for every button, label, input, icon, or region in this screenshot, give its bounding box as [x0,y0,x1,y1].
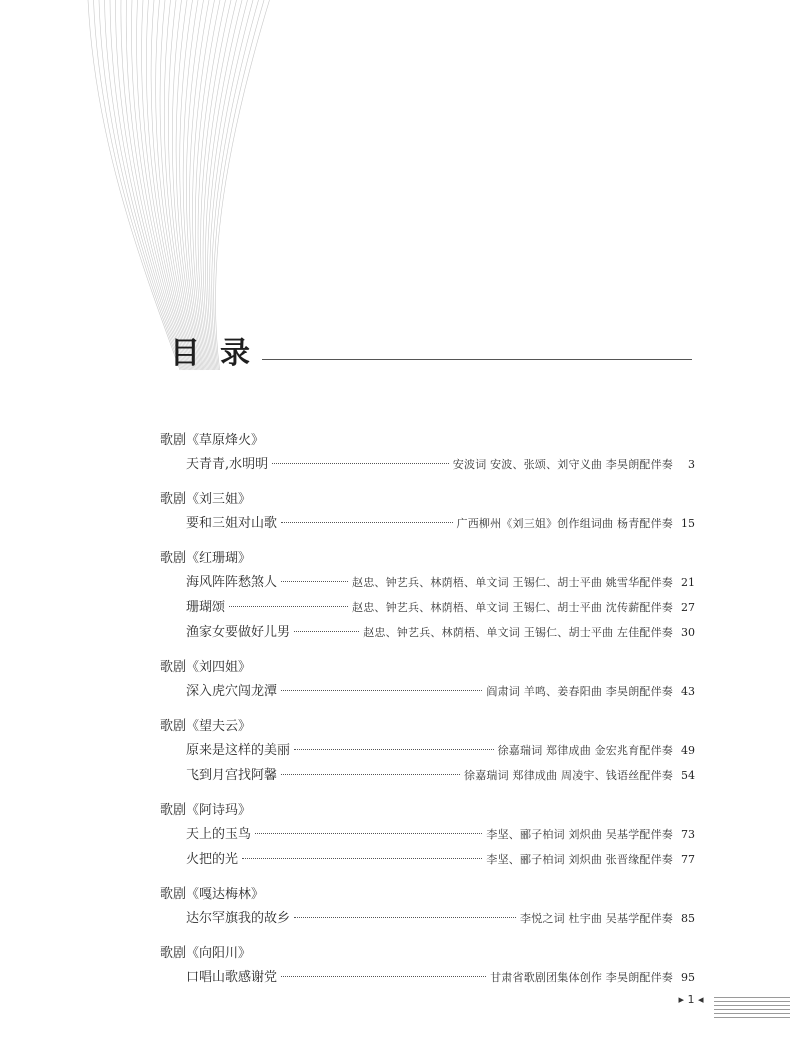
toc-entry[interactable] [160,906,695,931]
decorative-curve [212,0,259,370]
entry-title: 飞到月宫找阿馨 [186,768,278,783]
toc-section [160,800,695,872]
entry-credits: 徐嘉瑞词 郑律成曲 周凌宇、钱语丝配伴奏 [464,769,673,782]
dot-leader [294,917,516,918]
section-heading: 歌剧《红珊瑚》 [160,551,252,566]
page-number: ▸ 1 ◂ [678,993,704,1006]
section-heading: 歌剧《草原烽火》 [160,433,265,448]
toc-entry[interactable] [160,763,695,788]
decorative-curve [198,0,225,370]
entry-page-number: 30 [681,626,695,639]
table-of-contents [160,430,695,1002]
decorative-curve [203,0,236,370]
toc-entry[interactable] [160,847,695,872]
toc-entry[interactable] [160,570,695,595]
dot-leader [242,858,482,859]
toc-section [160,548,695,645]
entry-credits: 甘肃省歌剧团集体创作 李昊朗配伴奏 [490,971,673,984]
entry-title: 火把的光 [186,852,239,867]
entry-credits: 阎肃词 羊鸣、姜春阳曲 李昊朗配伴奏 [486,685,673,698]
toc-entry[interactable] [160,679,695,704]
toc-section [160,430,695,477]
toc-entry[interactable] [160,738,695,763]
entry-page-number: 49 [681,744,695,757]
entry-title: 口唱山歌感谢党 [186,970,278,985]
dot-leader [281,976,486,977]
entry-credits: 李坚、郦子柏词 刘炽曲 吴基学配伴奏 [486,828,673,841]
toc-heading [170,328,692,371]
entry-page-number: 21 [681,576,695,589]
toc-entry[interactable] [160,965,695,990]
section-heading: 歌剧《阿诗玛》 [160,803,252,818]
toc-section [160,657,695,704]
entry-title: 要和三姐对山歌 [186,516,278,531]
title-rule [262,359,692,360]
entry-credits: 赵忠、钟艺兵、林荫梧、单文词 王锡仁、胡士平曲 沈传薪配伴奏 [352,601,673,614]
entry-title: 渔家女要做好儿男 [186,625,291,640]
entry-page-number: 43 [681,685,695,698]
entry-page-number: 73 [681,828,695,841]
dot-leader [281,690,482,691]
section-heading: 歌剧《刘三姐》 [160,492,252,507]
entry-credits: 赵忠、钟艺兵、林荫梧、单文词 王锡仁、胡士平曲 左佳配伴奏 [363,626,673,639]
entry-page-number: 54 [681,769,695,782]
page-number-value: 1 [687,993,695,1006]
footer-lines [714,997,790,1021]
decorative-curve [210,0,253,370]
section-heading: 歌剧《望夫云》 [160,719,252,734]
entry-page-number: 15 [681,517,695,530]
entry-credits: 徐嘉瑞词 郑律成曲 金宏兆育配伴奏 [497,744,673,757]
entry-page-number: 27 [681,601,695,614]
entry-title: 海风阵阵愁煞人 [186,575,278,590]
entry-page-number: 3 [688,458,695,471]
toc-entry[interactable] [160,511,695,536]
entry-title: 深入虎穴闯龙潭 [186,684,278,699]
entry-credits: 安波词 安波、张颂、刘守义曲 李昊朗配伴奏 [452,458,673,471]
dot-leader [281,581,348,582]
dot-leader [294,631,359,632]
toc-section [160,716,695,788]
dot-leader [229,606,348,607]
toc-section [160,489,695,536]
decorative-curves [0,0,330,380]
decorative-curve [151,0,194,370]
section-heading: 歌剧《嘎达梅林》 [160,887,265,902]
entry-page-number: 77 [681,853,695,866]
decorative-curve [94,0,182,370]
entry-credits: 广西柳州《刘三姐》创作组词曲 杨青配伴奏 [456,517,673,530]
entry-page-number: 95 [681,971,695,984]
dot-leader [281,774,460,775]
dot-leader [255,833,482,834]
toc-section [160,943,695,990]
entry-title: 达尔罕旗我的故乡 [186,911,291,926]
entry-credits: 李悦之词 杜宇曲 吴基学配伴奏 [520,912,673,925]
section-heading: 歌剧《刘四姐》 [160,660,252,675]
entry-title: 珊瑚颂 [186,600,226,615]
toc-section [160,884,695,931]
decorative-curve [183,0,204,370]
page-footer [674,993,790,1023]
toc-entry[interactable] [160,822,695,847]
section-heading: 歌剧《向阳川》 [160,946,252,961]
entry-credits: 李坚、郦子柏词 刘炽曲 张晋缘配伴奏 [486,853,673,866]
entry-title: 天上的玉鸟 [186,827,252,842]
decorative-curve [88,0,180,370]
dot-leader [272,463,449,464]
toc-entry[interactable] [160,452,695,477]
dot-leader [294,749,494,750]
decorative-curve [215,0,269,370]
toc-entry[interactable] [160,595,695,620]
toc-title: 目录 [170,336,270,371]
decorative-curve [208,0,248,370]
entry-page-number: 85 [681,912,695,925]
decorative-curve [193,0,215,370]
entry-title: 原来是这样的美丽 [186,743,291,758]
toc-entry[interactable] [160,620,695,645]
entry-title: 天青青,水明明 [186,457,269,472]
dot-leader [281,522,452,523]
entry-credits: 赵忠、钟艺兵、林荫梧、单文词 王锡仁、胡士平曲 姚雪华配伴奏 [352,576,673,589]
decorative-curve [146,0,193,370]
